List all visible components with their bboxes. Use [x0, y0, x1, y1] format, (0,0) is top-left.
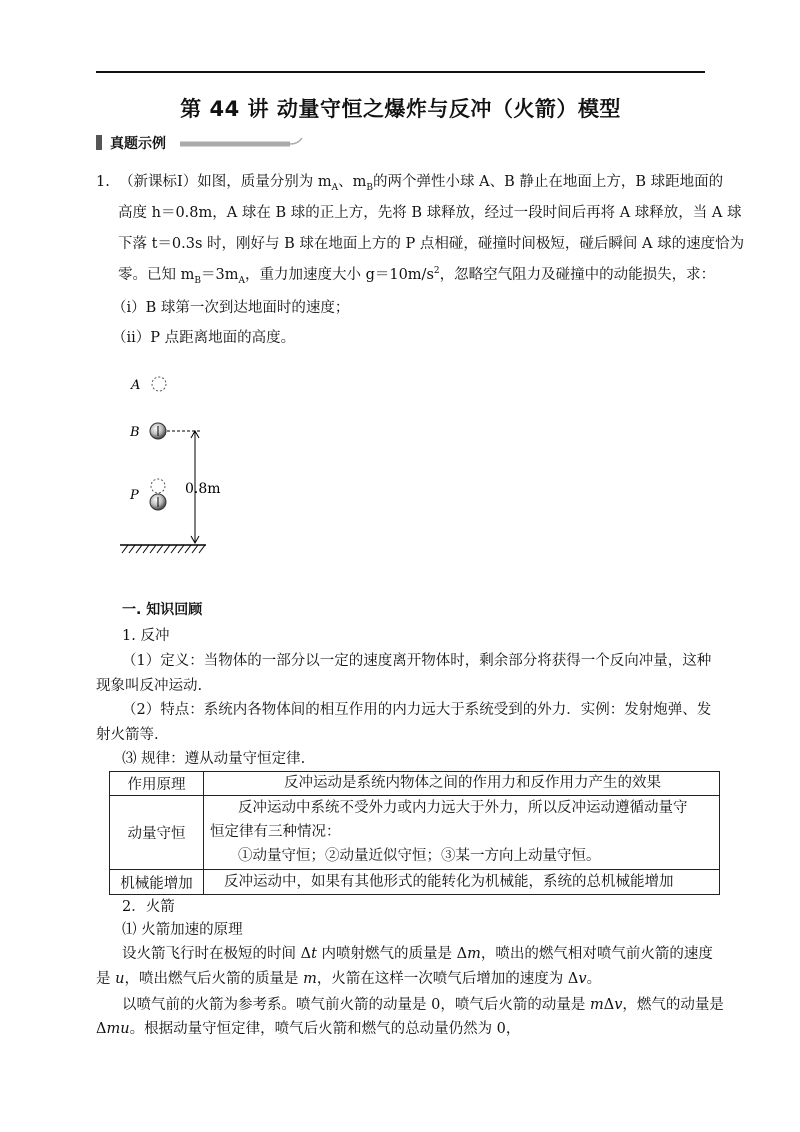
review-def-1: （1）定义：当物体的一部分以一定的速度离开物体时，剩余部分将获得一个反向冲量，这种: [122, 653, 712, 669]
q1-part-i: （i）B 球第一次到达地面时的速度；: [112, 300, 350, 316]
table-cell-text: 反冲运动中，如果有其他形式的能转化为机械能，系统的总机械能增加: [224, 874, 674, 890]
rocket-text: ，喷出的燃气相对喷气前火箭的速度: [480, 946, 713, 962]
var-v: v: [578, 971, 587, 987]
recoil-table: [109, 771, 720, 895]
rocket-text: ，燃气的动量是: [622, 997, 724, 1013]
rocket-p2: [96, 969, 601, 989]
q1-text-4d: ，忽略空气阻力及碰撞中的动能损失，求：: [439, 267, 716, 283]
rocket-text: Δ: [603, 997, 615, 1013]
page-title: 第 44 讲 动量守恒之爆炸与反冲（火箭）模型: [180, 97, 621, 121]
q1-text-4a: 零。已知 m: [118, 267, 195, 283]
table-cell-text: ①动量守恒；②动量近似守恒；③某一方向上动量守恒。: [238, 848, 601, 864]
ground-hatch: [122, 545, 205, 553]
table-cell-text: 恒定律有三种情况：: [210, 824, 341, 840]
review-s1: 1. 反冲: [122, 628, 170, 644]
var-t: t: [311, 946, 317, 962]
review-def-2: 现象叫反冲运动.: [96, 678, 203, 694]
q1-line-3: 下落 t＝0.3s 时，刚好与 B 球在地面上方的 P 点相碰，碰撞时间极短，碰后瞬间 A 球的速度恰为: [118, 236, 745, 252]
sub-b: B: [366, 182, 374, 193]
var-u: u: [115, 971, 125, 987]
rocket-text: 。: [586, 971, 602, 987]
q1-part-ii: （ii）P 点距离地面的高度。: [112, 330, 296, 346]
rocket-text: ，火箭在这样一次喷气后增加的速度为 Δ: [316, 971, 579, 987]
q1-line-2: 高度 h＝0.8m，A 球在 B 球的正上方，先将 B 球释放，经过一段时间后再将 A 球释放，当 A 球: [118, 205, 742, 221]
var-m: m: [303, 971, 317, 987]
q1-text-1b: 、m: [338, 174, 367, 190]
table-cell: 机械能增加: [110, 870, 204, 894]
table-cell: 动量守恒: [110, 796, 204, 869]
height-label: 0.8m: [185, 481, 221, 497]
label-p: P: [130, 488, 139, 503]
section-bar-icon: [96, 135, 102, 150]
table-cell-text: 反冲运动是系统内物体之间的作用力和反作用力产生的效果: [284, 775, 661, 791]
section-divider: [180, 137, 310, 151]
q1-text-1a: （新课标Ⅰ）如图，质量分别为 m: [119, 174, 332, 190]
var-m: m: [589, 997, 604, 1013]
table-cell-text: 反冲运动中系统不受外力或内力远大于外力，所以反冲运动遵循动量守: [238, 800, 688, 816]
q1-line-1: [96, 172, 723, 192]
sub-a: A: [331, 182, 339, 193]
review-rule: ⑶ 规律：遵从动量守恒定律.: [122, 751, 306, 767]
ball-a-dashed: [152, 377, 166, 391]
review-feat-2: 射火箭等.: [96, 727, 159, 743]
ball-drop-figure: [110, 365, 250, 565]
var-mu: mu: [106, 1021, 130, 1037]
rocket-sub-1: ⑴ 火箭加速的原理: [122, 922, 243, 938]
ball-p-dashed: [151, 479, 165, 493]
label-a: A: [131, 378, 141, 393]
rocket-text: 设火箭飞行时在极短的时间 Δ: [122, 946, 312, 962]
rocket-p1: [122, 944, 713, 964]
rocket-text: 内喷射燃气的质量是 Δ: [316, 946, 468, 962]
top-rule: [96, 71, 705, 73]
q1-number: 1.: [96, 174, 110, 190]
var-m: m: [467, 946, 481, 962]
rocket-text: Δ: [96, 1021, 107, 1037]
var-v: v: [614, 997, 623, 1013]
rocket-text: 。根据动量守恒定律，喷气后火箭和燃气的总动量仍然为 0，: [129, 1021, 521, 1037]
sup-2: 2: [433, 266, 440, 277]
rocket-text: 以喷气前的火箭为参考系。喷气前火箭的动量是 0，喷气后火箭的动量是: [122, 997, 590, 1013]
review-heading: 一. 知识回顾: [122, 602, 203, 618]
table-cell: [204, 796, 719, 869]
rocket-p3: [122, 995, 724, 1015]
rocket-heading: 2．火箭: [122, 899, 175, 915]
rocket-text: 是: [96, 971, 116, 987]
q1-text-4c: ，重力加速度大小 g＝10m/s: [244, 267, 434, 283]
table-cell: [204, 772, 719, 795]
rocket-p4: [96, 1019, 520, 1039]
sub-b2: B: [194, 275, 201, 286]
table-cell: [204, 870, 719, 894]
section-header: [96, 133, 556, 153]
table-row: [110, 796, 719, 870]
table-cell: 作用原理: [110, 772, 204, 795]
rocket-text: ，喷出燃气后火箭的质量是: [124, 971, 304, 987]
label-b: B: [130, 425, 140, 440]
sub-a2: A: [238, 275, 245, 286]
review-feat-1: （2）特点：系统内各物体间的相互作用的内力远大于系统受到的外力．实例：发射炮弹、发: [122, 702, 712, 718]
q1-text-1c: 的两个弹性小球 A、B 静止在地面上方，B 球距地面的: [373, 174, 724, 190]
table-row: [110, 870, 719, 894]
table-row: [110, 772, 719, 796]
q1-line-4: [118, 265, 715, 285]
q1-text-4b: ＝3m: [200, 267, 239, 283]
section-label: 真题示例: [110, 136, 166, 152]
